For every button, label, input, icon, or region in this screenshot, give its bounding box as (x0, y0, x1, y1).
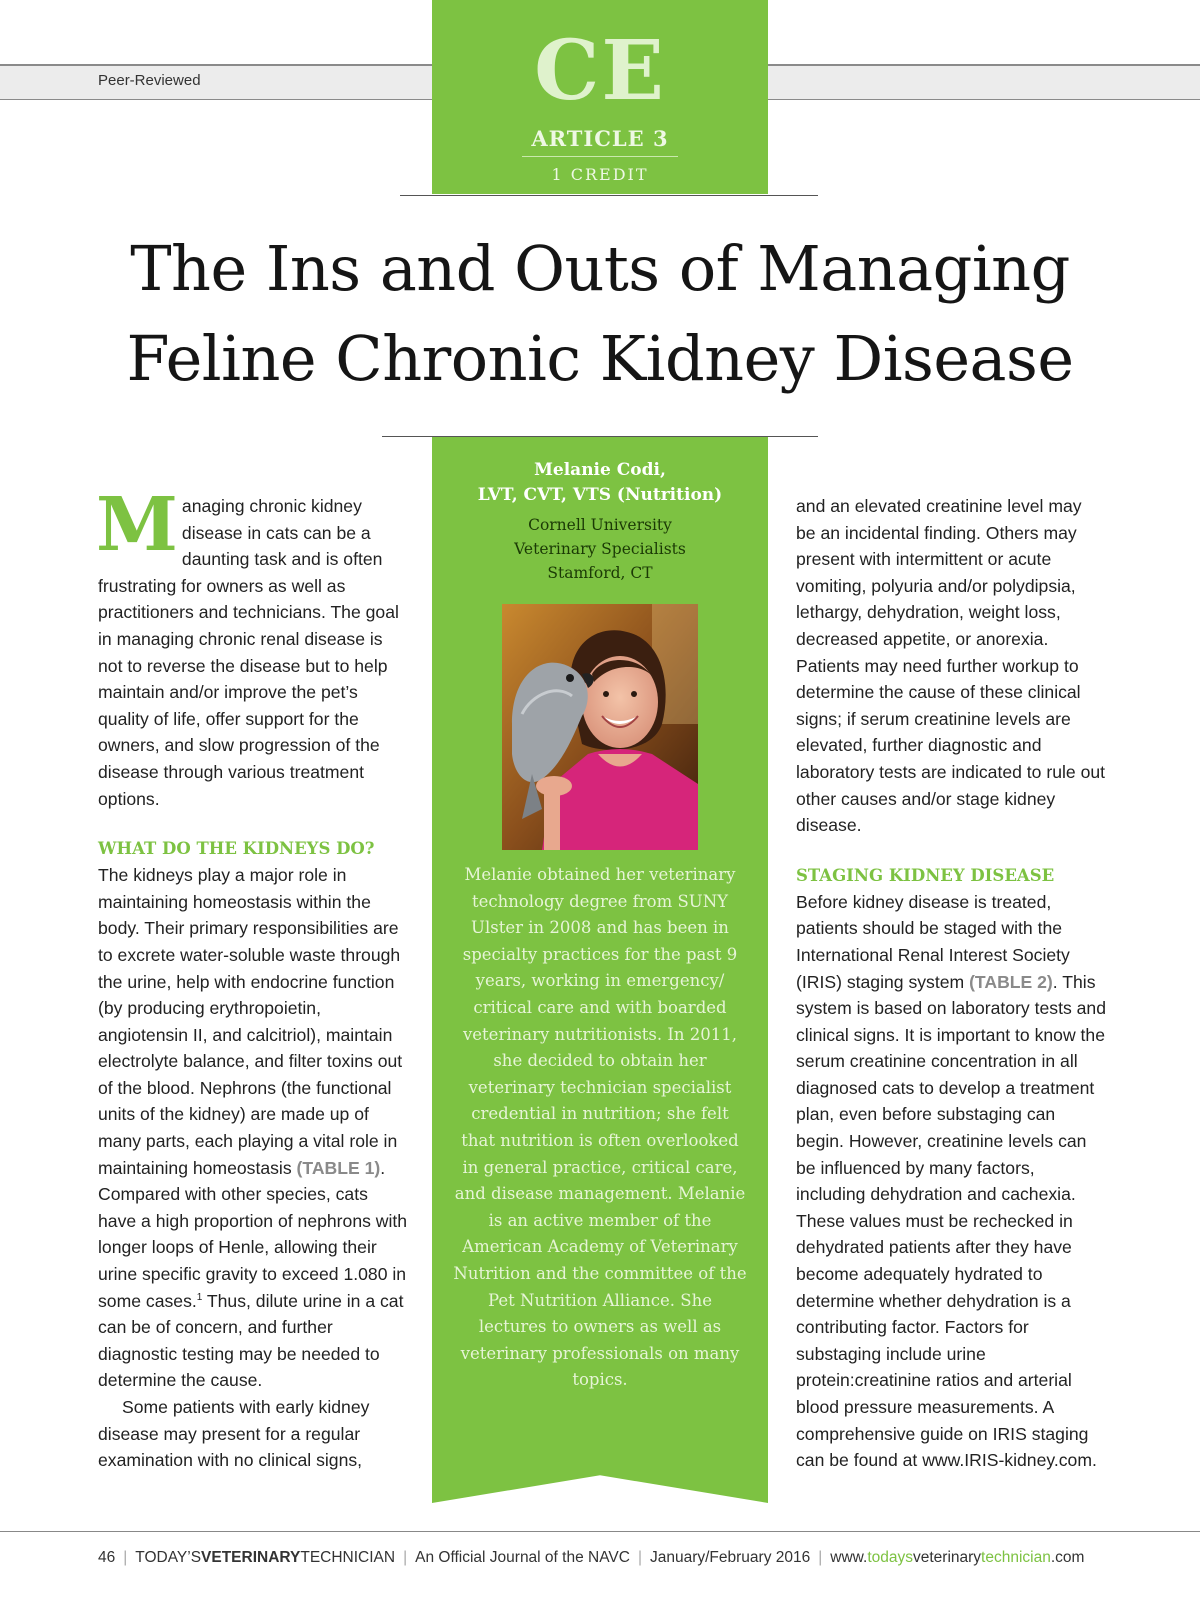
kidneys-text-b: . Compared with other species, cats have a high proportion of nephrons with longer loops of Henle, allowing their urine specific gravity to exceed 1.080 in some cases. (98, 1157, 408, 1311)
table-1-reference: (TABLE 1) (296, 1157, 381, 1178)
table-2-reference: (TABLE 2) (969, 971, 1053, 992)
early-disease-paragraph: Some patients with early kidney disease may present for a regular examination with no clinical signs, (98, 1397, 370, 1471)
ce-divider (522, 156, 678, 157)
staging-text-b: . This system is based on laboratory tests and clinical signs. It is important to know the serum creatinine concentration in all diagnosed cats to develop a treatment plan, even before substaging can begin. However, creatinine levels can be influenced by many factors, including dehydration and cachexia. These values must be rechecked in dehydrated patients after they have become adequately hydrated to determine whether dehydration is a contributing factor. Factors for substaging include urine protein:creatinine ratios and arterial blood pressure measurements. A comprehensive guide on IRIS staging can be found at www.IRIS-kidney.com. (796, 971, 1107, 1471)
ce-credit-label: 1 CREDIT (551, 165, 649, 184)
url-part-b: todays (867, 1549, 913, 1566)
website-url (830, 1549, 1084, 1566)
title-rule-top (400, 195, 818, 196)
author-photo (502, 604, 698, 850)
article-column-left (96, 482, 408, 1474)
affiliation-line2: Veterinary Specialists (514, 540, 686, 558)
article-column-right (796, 493, 1106, 1474)
intro-text: anaging chronic kidney disease in cats can be a daunting task and is often frustrating for owners as well as practitioners and technicians. The goal in managing chronic renal disease is not to reverse the disease but to help maintain and/or improve the pet’s quality of life, offer support for the owners, and slow progression of the disease through various treatment options. (98, 496, 399, 809)
url-part-c: veterinary (912, 1549, 982, 1566)
author-name-line1: Melanie Codi, (534, 460, 666, 480)
article-title (40, 224, 1160, 404)
ce-logo-text: CE (534, 23, 666, 119)
page-footer: 46 | TODAY’SVETERINARYTECHNICIAN | An Official Journal of the NAVC | January/February 2016 | www.todaysveterinarytechnician.com (98, 1549, 1085, 1566)
staging-paragraph (796, 889, 1106, 1474)
section-heading-staging: STAGING KIDNEY DISEASE (796, 865, 1055, 885)
brand-part-b: VETERINARY (201, 1549, 301, 1566)
drop-cap: M (96, 482, 178, 568)
section-heading-kidneys: WHAT DO THE KIDNEYS DO? (98, 839, 375, 859)
ce-tab (432, 0, 768, 194)
page-number: 46 (98, 1549, 116, 1566)
peer-reviewed-label: Peer-Reviewed (98, 72, 201, 89)
issue-date: January/February 2016 (649, 1549, 811, 1566)
kidneys-text-a: The kidneys play a major role in maintaining homeostasis within the body. Their primary responsibilities are to excrete water-soluble waste through the urine, help with endocrine function (by producing erythropoietin, angiotensin II, and calcitriol), maintain electrolyte balance, and filter toxins out of the blood. Nephrons (the functional units of the kidney) are made up of many parts, each playing a vital role in maintaining homeostasis (98, 865, 403, 1178)
url-part-e: .com (1050, 1549, 1085, 1566)
url-part-a: www. (830, 1549, 868, 1566)
title-rule-bottom (382, 436, 818, 437)
brand-part-a: TODAY’S (135, 1549, 202, 1566)
staging-text-a: Before kidney disease is treated, patients should be staged with the International Renal Interest Society (IRIS) staging system (796, 891, 1070, 992)
author-photo-illustration (502, 604, 698, 850)
footer-rule (0, 1531, 1200, 1532)
author-bio: Melanie obtained her veterinary technology degree from SUNY Ulster in 2008 and has been in specialty practices for the past 9 years, working in emergency/ critical care and with boarded veterinary nutritionists. In 2011, she decided to obtain her veterinary technician specialist credential in nutrition; she felt that nutrition is often overlooked in general practice, critical care, and disease management. Melanie is an active member of the American Academy of Veterinary Nutrition and the committee of the Pet Nutrition Alliance. She lectures to owners as well as veterinary professionals on many topics. (453, 865, 747, 1390)
kidneys-text-c: Thus, dilute urine in a cat can be of concern, and further diagnostic testing may be needed to determine the cause. (98, 1290, 404, 1391)
ce-article-number: ARTICLE 3 (531, 126, 669, 151)
url-part-d: technician (981, 1549, 1051, 1566)
article-title-line2: Feline Chronic Kidney Disease (126, 322, 1074, 395)
kidneys-paragraph (98, 862, 408, 1394)
affiliation-line1: Cornell University (528, 516, 672, 534)
intro-paragraph (96, 482, 408, 812)
affiliation-line3: Stamford, CT (547, 564, 653, 582)
author-name (432, 458, 768, 508)
article-title-line1: The Ins and Outs of Managing (130, 232, 1070, 305)
early-disease-continued: and an elevated creatinine level may be an incidental finding. Others may present with intermittent or acute vomiting, polyuria and/or polydipsia, lethargy, dehydration, weight loss, decreased appetite, or anorexia. Patients may need further workup to determine the cause of these clinical signs; if serum creatinine levels are elevated, further diagnostic and laboratory tests are indicated to rule out other causes and/or stage kidney disease. (796, 496, 1106, 836)
journal-brand (135, 1549, 395, 1566)
footnote-ref-1: 1 (196, 1291, 203, 1303)
journal-tagline: An Official Journal of the NAVC (415, 1549, 630, 1566)
author-credentials: LVT, CVT, VTS (Nutrition) (477, 485, 723, 505)
author-affiliation (432, 513, 768, 585)
brand-part-c: TECHNICIAN (300, 1549, 396, 1566)
